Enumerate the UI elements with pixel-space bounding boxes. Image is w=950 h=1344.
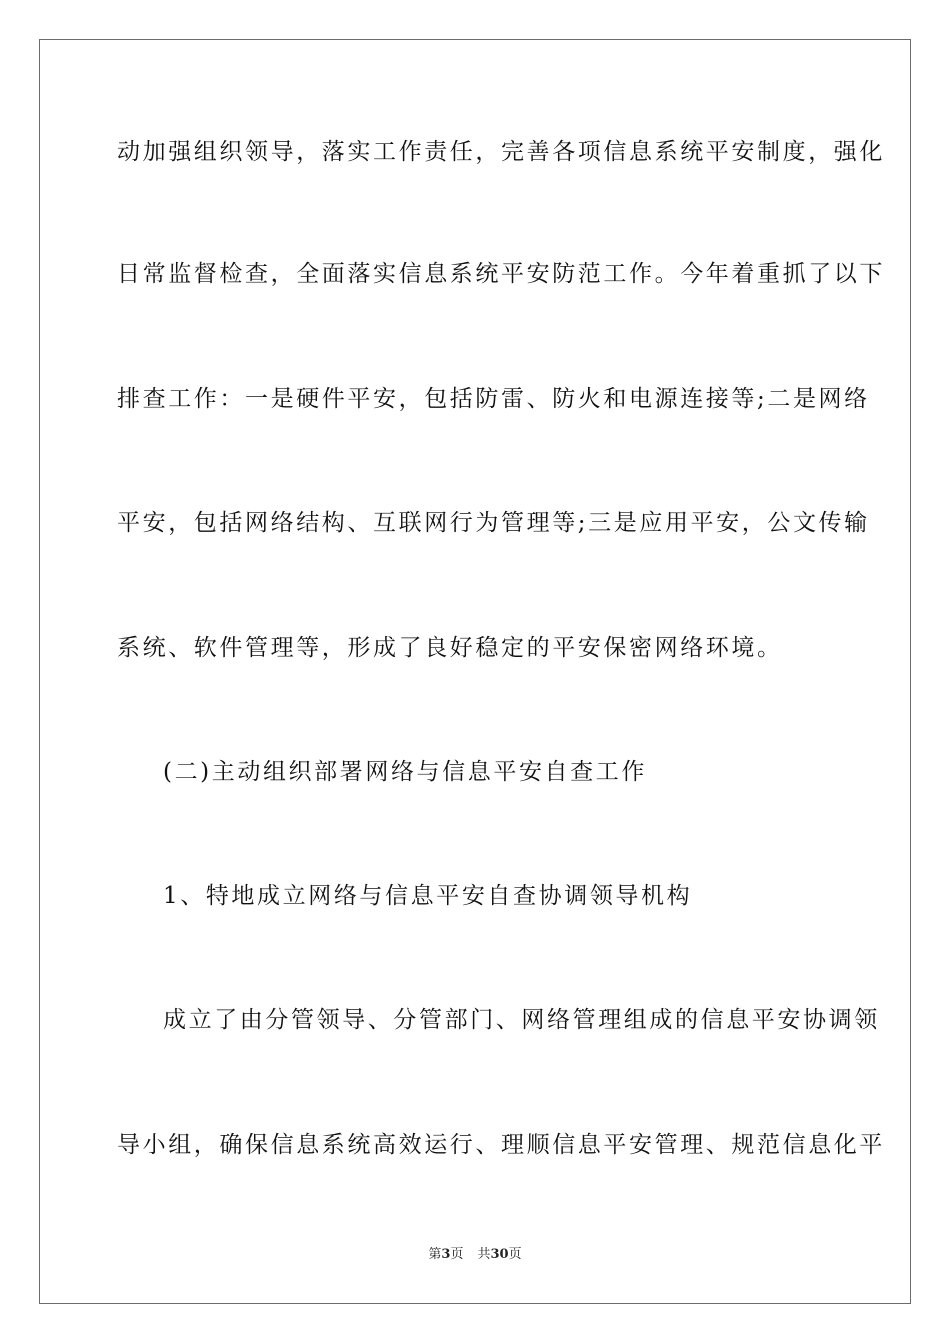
page-number: 3 [441, 1247, 451, 1262]
page-prefix: 第 [428, 1247, 442, 1262]
body-text-line: 平安，包括网络结构、互联网行为管理等;三是应用平安，公文传输 [117, 510, 870, 536]
body-text-line: 日常监督检查，全面落实信息系统平安防范工作。今年着重抓了以下 [117, 261, 885, 287]
page-suffix: 页 [450, 1247, 464, 1262]
total-suffix: 页 [508, 1247, 522, 1262]
body-text-line: 导小组，确保信息系统高效运行、理顺信息平安管理、规范信息化平 [117, 1132, 885, 1158]
subsection-heading: 1、特地成立网络与信息平安自查协调领导机构 [163, 883, 693, 909]
body-text-line: 成立了由分管领导、分管部门、网络管理组成的信息平安协调领 [163, 1007, 880, 1033]
section-heading: (二)主动组织部署网络与信息平安自查工作 [163, 759, 647, 785]
body-text-line: 排查工作：一是硬件平安，包括防雷、防火和电源连接等;二是网络 [117, 386, 870, 412]
body-text-line: 系统、软件管理等，形成了良好稳定的平安保密网络环境。 [117, 635, 783, 661]
total-pages: 30 [490, 1247, 509, 1262]
body-text-line: 动加强组织领导，落实工作责任，完善各项信息系统平安制度，强化 [117, 139, 885, 165]
page-border [39, 39, 911, 1304]
total-prefix: 共 [477, 1247, 491, 1262]
page-footer [0, 1246, 950, 1264]
